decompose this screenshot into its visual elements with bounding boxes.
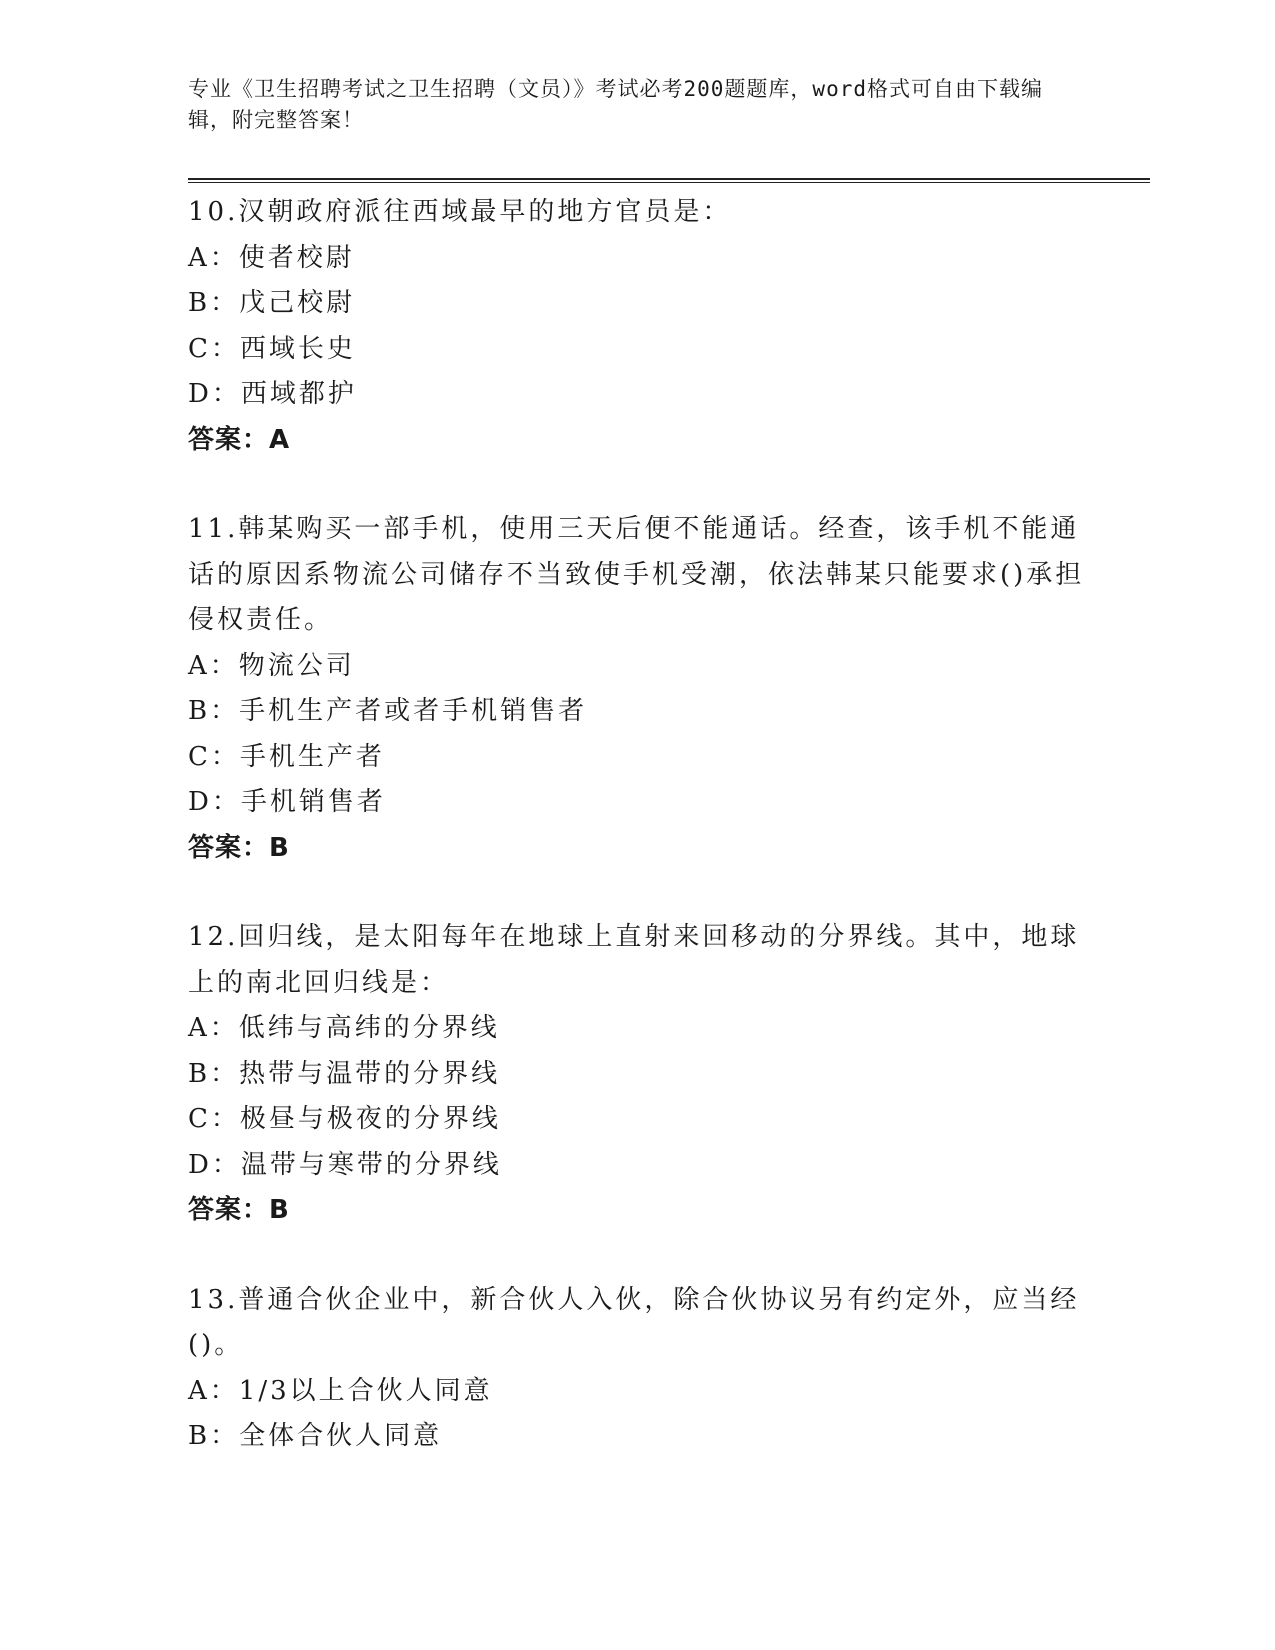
option-b: B：戊己校尉: [188, 288, 356, 318]
header-divider-thin: [188, 182, 1150, 183]
option-a: A：低纬与高纬的分界线: [188, 1013, 500, 1043]
question-stem: 11.韩某购买一部手机，使用三天后便不能通话。经查，该手机不能通话的原因系物流公司储存不当致使手机受潮，依法韩某只能要求()承担侵权责任。: [188, 514, 1085, 635]
question-12: [188, 915, 1088, 1234]
option-a: A：1/3以上合伙人同意: [188, 1375, 493, 1406]
document-header: 专业《卫生招聘考试之卫生招聘（文员）》考试必考200题题库，word格式可自由下载编辑，附完整答案！: [188, 77, 1043, 132]
option-b: B：全体合伙人同意: [188, 1421, 443, 1451]
question-10: [188, 190, 1088, 463]
option-d: D：温带与寒带的分界线: [188, 1149, 502, 1180]
option-a: A：物流公司: [188, 650, 355, 681]
option-d: D：手机销售者: [188, 787, 386, 817]
option-c: C：极昼与极夜的分界线: [188, 1104, 501, 1134]
option-d: D：西域都护: [188, 379, 357, 409]
answer-line: 答案：B: [188, 832, 290, 863]
option-c: C：手机生产者: [188, 741, 385, 772]
question-11: [188, 507, 1088, 871]
question-stem: 10.汉朝政府派往西域最早的地方官员是：: [188, 197, 732, 227]
option-b: B：手机生产者或者手机销售者: [188, 696, 588, 726]
question-stem: 13.普通合伙企业中，新合伙人入伙，除合伙协议另有约定外，应当经()。: [188, 1284, 1080, 1360]
question-stem: 12.回归线，是太阳每年在地球上直射来回移动的分界线。其中，地球上的南北回归线是：: [188, 922, 1080, 998]
answer-line: 答案：A: [188, 424, 291, 455]
question-13: [188, 1278, 1088, 1460]
option-c: C：西域长史: [188, 333, 356, 364]
question-list: [188, 190, 1088, 1504]
answer-line: 答案：B: [188, 1195, 290, 1225]
header-divider: [188, 178, 1150, 180]
option-b: B：热带与温带的分界线: [188, 1058, 501, 1089]
option-a: A：使者校尉: [188, 242, 355, 273]
